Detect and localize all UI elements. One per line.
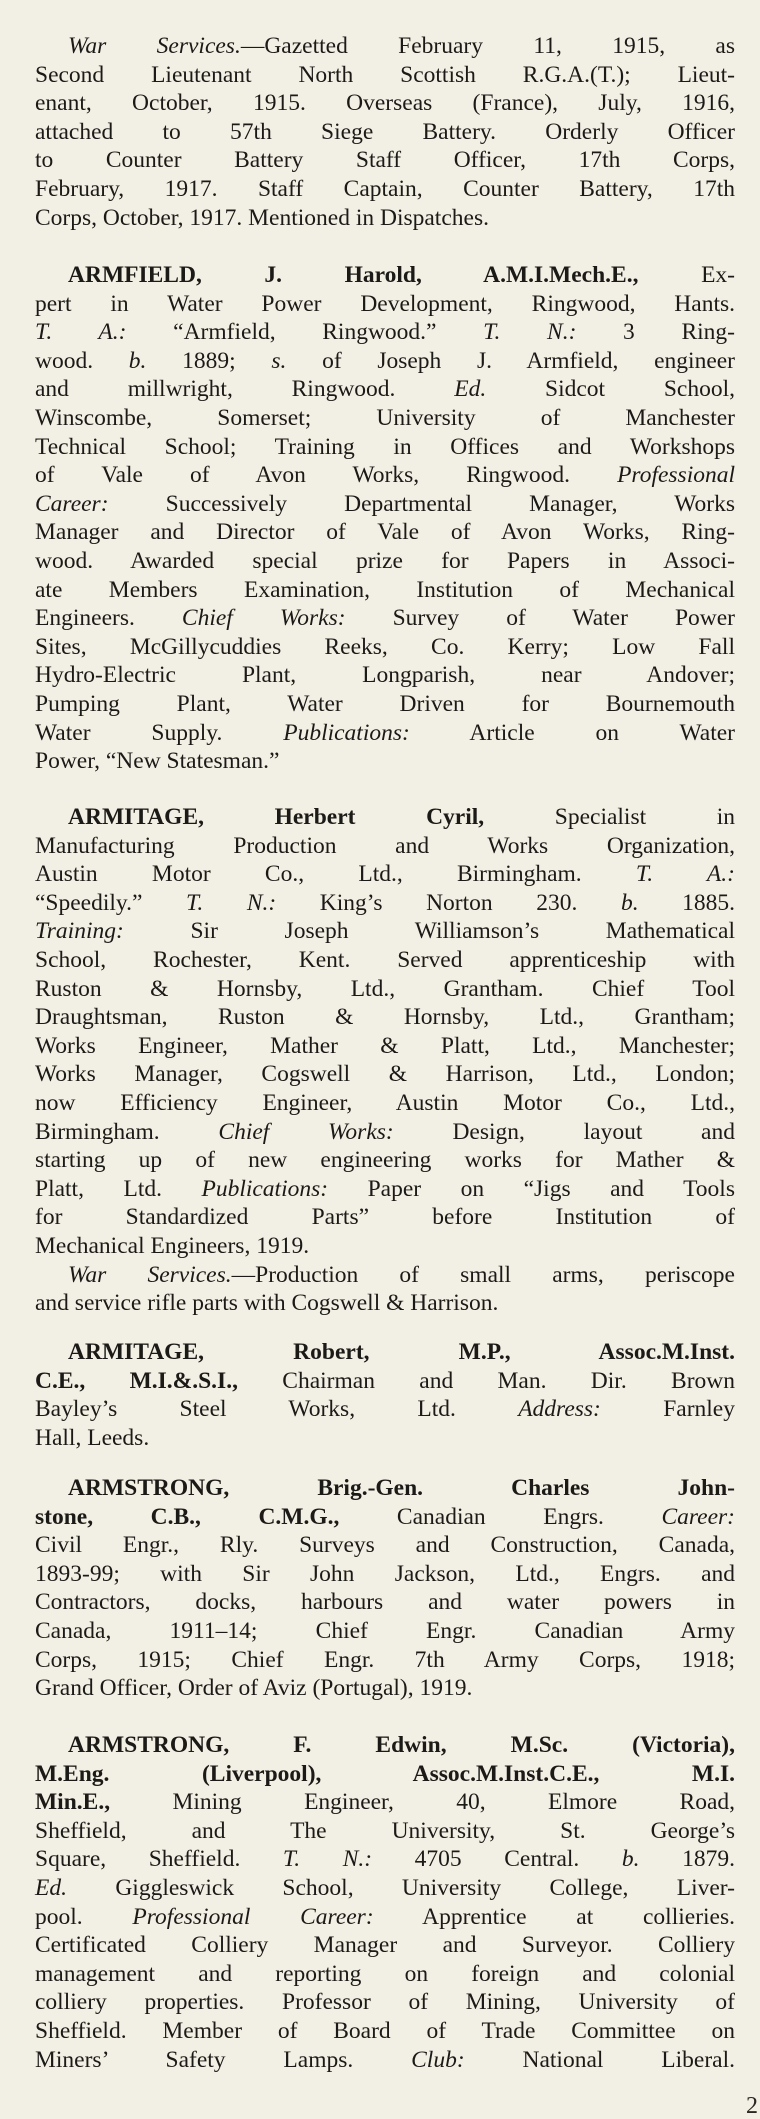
text-line-content [35,490,735,519]
body-text: Mining Engineer, 40, Elmore Road, [110,1789,735,1816]
text-line-content [35,1617,735,1646]
text-line [35,1503,735,1532]
entry-armfield [35,261,735,776]
body-text: Technical School; Training in Offices and Workshops [35,433,735,460]
text-line-content [35,1646,735,1675]
italic-label-text: Chief Works: [218,1118,394,1145]
text-line [35,975,735,1004]
text-line [35,1731,735,1760]
text-line-content [35,576,735,605]
body-text: Corps, October, 1917. Mentioned in Dispatches. [35,204,489,231]
text-line [35,1674,735,1703]
body-text: 4705 Central. [372,1846,622,1873]
italic-label-text: Professional Career: [132,1903,374,1930]
italic-label-text: Publications: [201,1175,329,1202]
text-line [35,1931,735,1960]
text-line-content [35,1289,735,1318]
body-text: colliery properties. Professor of Mining, University of [35,1989,735,2016]
body-text: Corps, 1915; Chief Engr. 7th Army Corps, 1918; [35,1646,735,1673]
text-line-content [35,1988,735,2017]
body-text: Farnley [600,1396,735,1423]
text-line [35,290,735,319]
body-text: Sheffield, and The University, St. George’s [35,1817,735,1844]
text-line-content [35,318,735,347]
body-text: Manufacturing Production and Works Organization, [35,832,735,859]
body-text: Certificated Colliery Manager and Surveyor. Colliery [35,1932,735,1959]
text-line [35,604,735,633]
text-line [35,1203,735,1232]
body-text: Hall, Leeds. [35,1424,150,1451]
body-text: Works Manager, Cogswell & Harrison, Ltd., London; [35,1061,735,1088]
body-text: February, 1917. Staff Captain, Counter Battery, 17th [35,175,735,202]
text-line-content [35,661,735,690]
text-line-content [35,719,735,748]
body-text: Winscombe, Somerset; University of Manchester [35,404,735,431]
body-text: Miners’ Safety Lamps. [35,2046,412,2073]
text-line [35,404,735,433]
body-text: Chairman and Man. Dir. Brown [237,1367,735,1394]
text-line-content [35,1003,735,1032]
text-line [35,1395,735,1424]
entry-heading-text: C.E., M.I.&.S.I., [35,1367,238,1394]
entry-armstrong-charles [35,1474,735,1703]
text-line-content [35,1788,735,1817]
italic-label-text: Chief Works: [181,605,346,632]
italic-label-text: T. N.: [483,319,577,346]
body-text: Second Lieutenant North Scottish R.G.A.(T.); Lieut- [35,61,735,88]
entry-heading-text: ARMFIELD, J. Harold, A.M.I.Mech.E., [68,262,639,288]
text-line [35,1588,735,1617]
body-text: Apprentice at collieries. [373,1903,736,1930]
text-line [35,2017,735,2046]
text-line [35,860,735,889]
text-line-content [35,461,735,490]
text-line-content [35,1175,735,1204]
body-text: Canada, 1911–14; Chief Engr. Canadian Army [35,1617,735,1644]
text-line-content [35,1845,735,1874]
body-text: attached to 57th Siege Battery. Orderly Officer [35,118,735,145]
text-line-content [68,1338,735,1367]
body-text: Ex- [638,262,735,288]
text-line-content [68,1731,735,1760]
text-line [35,946,735,975]
body-text: Canadian Engrs. [339,1503,662,1530]
entry-heading-text: M.Eng. (Liverpool), Assoc.M.Inst.C.E., M.I. [35,1760,735,1787]
body-text: management and reporting on foreign and colonial [35,1960,735,1987]
text-line [35,1874,735,1903]
body-text: Austin Motor Co., Ltd., Birmingham. [35,861,636,888]
text-line [35,1289,735,1318]
text-line [35,2046,735,2075]
text-line-content [68,1474,735,1503]
body-text: 3 Ring- [576,319,735,346]
entry-armitage-herbert [35,803,735,1318]
text-line [35,661,735,690]
text-line [35,490,735,519]
text-line [35,1175,735,1204]
body-text: and millwright, Ringwood. [35,376,455,403]
italic-label-text: Club: [411,2046,465,2073]
text-line-content [35,1232,735,1261]
text-line [35,1646,735,1675]
body-text: pert in Water Power Development, Ringwood, Hants. [35,290,735,317]
text-line-content [35,61,735,90]
text-line-content [35,860,735,889]
text-line-content [35,917,735,946]
text-line-content [35,2017,735,2046]
text-line [35,633,735,662]
body-text: —Production of small arms, periscope [231,1261,735,1288]
body-text: to Counter Battery Staff Officer, 17th Corps, [35,147,735,174]
body-text: Contractors, docks, harbours and water powers in [35,1589,735,1616]
entry-heading-text: stone, C.B., C.M.G., [35,1503,340,1530]
text-line-content [68,261,735,290]
italic-label-text: Career: [35,490,109,517]
text-line [35,1617,735,1646]
text-line-content [35,1503,735,1532]
text-line-content [35,433,735,462]
body-text: National Liberal. [464,2046,735,2073]
body-text: Specialist in [484,804,736,830]
text-line-content [35,1203,735,1232]
body-text: for Standardized Parts” before Institution of [35,1204,735,1231]
text-line-content [68,803,735,832]
entry-heading-text: Min.E., [35,1789,111,1816]
text-line-content [35,1903,735,1932]
text-line-content [35,118,735,147]
body-text: enant, October, 1915. Overseas (France), July, 1916, [35,90,735,117]
text-line-content [35,1960,735,1989]
body-text: Manager and Director of Vale of Avon Works, Ring- [35,519,735,546]
body-text: Works Engineer, Mather & Platt, Ltd., Manchester; [35,1032,735,1059]
body-text: Sites, McGillycuddies Reeks, Co. Kerry; Low Fall [35,633,735,660]
text-line-content [35,1931,735,1960]
text-line [35,1003,735,1032]
text-line-content [35,1089,735,1118]
body-text: Civil Engr., Rly. Surveys and Construction, Canada, [35,1532,735,1559]
text-line [35,1960,735,1989]
body-text: Draughtsman, Ruston & Hornsby, Ltd., Grantham; [35,1004,735,1031]
text-line-content [35,747,735,776]
text-line-content [35,1560,735,1589]
text-line-content [35,633,735,662]
body-text: Paper on “Jigs and Tools [328,1175,735,1202]
text-line-content [35,518,735,547]
text-line [35,803,735,832]
text-line [35,32,735,61]
body-text: “Armfield, Ringwood.” [126,319,484,346]
text-line-content [35,1674,735,1703]
text-line [35,204,735,233]
italic-label-text: s. [271,347,287,374]
text-line [35,1788,735,1817]
text-line [35,375,735,404]
text-line [35,261,735,290]
text-line [35,1367,735,1396]
text-line-content [35,547,735,576]
text-line [35,547,735,576]
text-line [35,1338,735,1367]
body-text: School, Rochester, Kent. Served apprenticeship with [35,946,735,973]
italic-label-text: Career: [661,1503,735,1530]
text-line-content [35,975,735,1004]
body-text: Power, “New Statesman.” [35,748,280,775]
text-line-content [35,1817,735,1846]
body-text: starting up of new engineering works for Mather & [35,1147,735,1174]
body-text: now Efficiency Engineer, Austin Motor Co., Ltd., [35,1089,735,1116]
text-line [35,146,735,175]
body-text: Engineers. [35,605,182,632]
entry-armitage-robert [35,1338,735,1452]
body-text: Giggleswick School, University College, Liver- [66,1874,735,1901]
italic-label-text: Ed. [454,376,487,403]
text-line-content [35,1146,735,1175]
text-line-content [35,889,735,918]
italic-label-text: Publications: [283,719,410,746]
italic-label-text: Training: [35,918,124,945]
body-text: 1893-99; with Sir John Jackson, Ltd., Engrs. and [35,1560,735,1587]
text-line [35,1232,735,1261]
text-line-content [35,946,735,975]
body-text: wood. [35,347,129,374]
entry-heading-text: ARMSTRONG, F. Edwin, M.Sc. (Victoria), [68,1732,735,1758]
italic-label-text: T. N.: [186,889,277,916]
body-text: Hydro-Electric Plant, Longparish, near Andover; [35,662,735,689]
text-line [35,1560,735,1589]
italic-label-text: Address: [518,1396,601,1423]
entry-heading-text: ARMSTRONG, Brig.-Gen. Charles John- [68,1475,735,1501]
body-text: Sir Joseph Williamson’s Mathematical [123,918,735,945]
body-text: King’s Norton 230. [276,889,621,916]
text-line [35,433,735,462]
body-text: Water Supply. [35,719,284,746]
text-line-content [35,290,735,319]
text-line [35,1032,735,1061]
body-text: Square, Sheffield. [35,1846,283,1873]
italic-label-text: Professional [617,462,735,489]
text-line [35,1988,735,2017]
body-text: wood. Awarded special prize for Papers in Associ- [35,547,735,574]
italic-label-text: b. [621,1846,640,1873]
italic-label-text: T. A.: [635,861,735,888]
body-text: Successively Departmental Manager, Works [108,490,735,517]
italic-label-text: T. A.: [35,319,127,346]
italic-label-text: T. N.: [282,1846,373,1873]
text-line-content [35,690,735,719]
body-text: Article on Water [409,719,735,746]
text-line [35,318,735,347]
page-number: 2 [746,2093,758,2119]
body-text: Pumping Plant, Water Driven for Bournemouth [35,690,735,717]
text-line-content [35,1531,735,1560]
body-text: 1885. [638,889,736,916]
italic-label-text: War Services. [68,33,241,59]
text-line-content [35,89,735,118]
body-text: Mechanical Engineers, 1919. [35,1232,310,1259]
body-text: Bayley’s Steel Works, Ltd. [35,1396,519,1423]
text-line [35,719,735,748]
body-text: of Vale of Avon Works, Ringwood. [35,462,618,489]
body-text: and service rifle parts with Cogswell & Harrison. [35,1290,499,1317]
text-line [35,747,735,776]
text-line [35,576,735,605]
text-line [35,1060,735,1089]
text-line-content [35,604,735,633]
body-text: Survey of Water Power [345,605,735,632]
italic-label-text: b. [620,889,639,916]
body-text: 1879. [639,1846,735,1873]
text-line [35,461,735,490]
text-line [35,347,735,376]
text-line-content [35,2046,735,2075]
entry-armstrong-edwin [35,1731,735,2074]
body-text: 1889; [146,347,272,374]
body-text: Design, layout and [393,1118,735,1145]
body-text: Sheffield. Member of Board of Trade Committee on [35,2017,735,2044]
body-text: of Joseph J. Armfield, engineer [286,347,736,374]
body-text: —Gazetted February 11, 1915, as [240,33,735,59]
text-line-content [35,1395,735,1424]
text-line [35,175,735,204]
text-line-content [35,347,735,376]
body-text: pool. [35,1903,133,1930]
text-line [35,1424,735,1453]
body-text: Grand Officer, Order of Aviz (Portugal), 1919. [35,1675,473,1702]
text-line [35,1760,735,1789]
text-line-content [68,1261,735,1290]
text-line [35,690,735,719]
text-line [35,1146,735,1175]
text-line [35,1474,735,1503]
text-line-content [35,1760,735,1789]
text-line [35,1817,735,1846]
text-line-content [68,32,735,61]
text-line [35,832,735,861]
text-line [35,1531,735,1560]
text-line [35,1903,735,1932]
text-line-content [35,1118,735,1147]
body-text: Birmingham. [35,1118,219,1145]
text-line [35,1261,735,1290]
body-text: Ruston & Hornsby, Ltd., Grantham. Chief Tool [35,975,735,1002]
text-line-content [35,1060,735,1089]
body-text: Sidcot School, [486,376,736,403]
text-line [35,1089,735,1118]
text-line-content [35,175,735,204]
text-line [35,917,735,946]
body-text: “Speedily.” [35,889,187,916]
text-line-content [35,1588,735,1617]
body-text: Platt, Ltd. [35,1175,202,1202]
text-line [35,118,735,147]
text-line [35,889,735,918]
italic-label-text: b. [128,347,147,374]
text-line-content [35,404,735,433]
text-line-content [35,1032,735,1061]
body-text: ate Members Examination, Institution of Mechanical [35,576,735,603]
text-line-content [35,832,735,861]
text-line-content [35,1874,735,1903]
text-line-content [35,204,735,233]
text-line [35,61,735,90]
text-line-content [35,1367,735,1396]
entry-war-services [35,32,735,232]
italic-label-text: Ed. [35,1874,67,1901]
text-line-content [35,146,735,175]
italic-label-text: War Services. [68,1261,232,1288]
text-line [35,89,735,118]
text-line-content [35,375,735,404]
text-line [35,1118,735,1147]
text-line [35,1845,735,1874]
text-line [35,518,735,547]
text-line-content [35,1424,735,1453]
entry-heading-text: ARMITAGE, Robert, M.P., Assoc.M.Inst. [68,1339,735,1365]
entry-heading-text: ARMITAGE, Herbert Cyril, [68,804,485,830]
